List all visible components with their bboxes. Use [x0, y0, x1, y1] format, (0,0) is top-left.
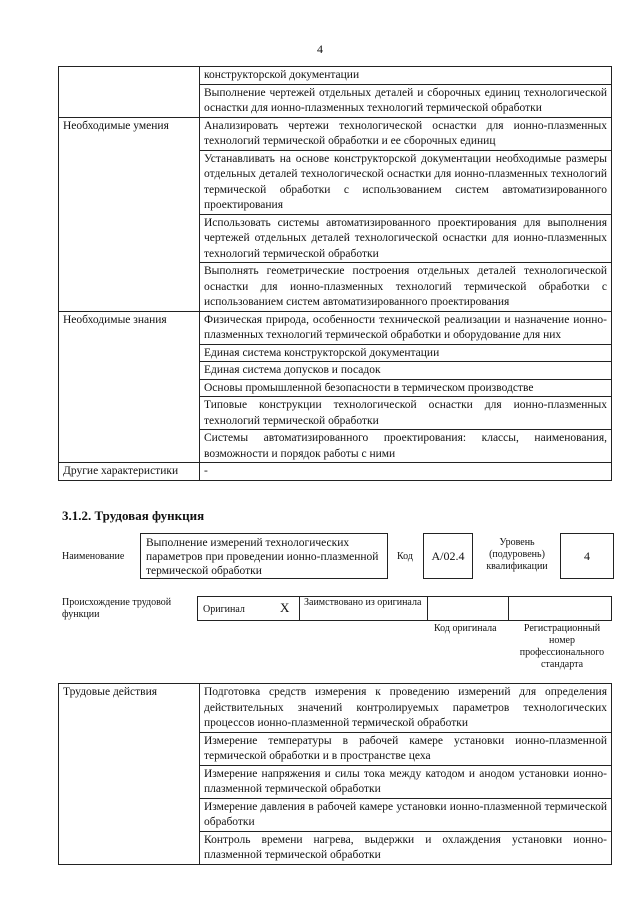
- level-label: Уровень (подуровень) квалификации: [486, 537, 548, 572]
- name-value-box: [140, 533, 388, 579]
- original-label: Оригинал: [203, 604, 245, 615]
- table-cell: Выполнять геометрические построения отдельных деталей технологической оснастки для ионно-плазменных технологий термической обработки с использованием систем автоматизированного проектирования: [200, 263, 612, 312]
- table-cell: Единая система допусков и посадок: [200, 362, 612, 380]
- level-box: [560, 533, 614, 579]
- origin-divider: [427, 596, 428, 621]
- table-cell: конструкторской документации: [200, 67, 612, 85]
- table-cell: Основы промышленной безопасности в термическом производстве: [200, 379, 612, 397]
- original-mark: X: [280, 600, 290, 615]
- page-number: 4: [317, 42, 323, 56]
- table-cell: Физическая природа, особенности технической реализации и назначение ионно-плазменных технологий термической обработки и оборудование для них: [200, 311, 612, 344]
- table-cell: Контроль времени нагрева, выдержки и охлаждения установки ионно-плазменной термической обработки: [200, 831, 612, 864]
- table-cell: Измерение давления в рабочей камере установки ионно-плазменной термической обработки: [200, 798, 612, 831]
- row-label-knowledge: Необходимые знания: [59, 311, 200, 463]
- origin-label: Происхождение трудовой функции: [62, 597, 172, 620]
- table-cell: Устанавливать на основе конструкторской документации необходимые размеры отдельных деталей технологической оснастки для ионно-плазменных технологий термической обработки с использованием систем автоматизированного проектирования: [200, 150, 612, 214]
- reg-number-label: Регистрационный номер профессионального стандарта: [519, 623, 605, 670]
- origin-divider: [299, 596, 300, 621]
- table-cell: Выполнение чертежей отдельных деталей и сборочных единиц технологической оснастки для ионно-плазменных технологий термической обработки: [200, 84, 612, 117]
- skills-knowledge-table: [58, 66, 612, 481]
- origin-divider: [611, 596, 612, 621]
- row-label-other: Другие характеристики: [59, 463, 200, 481]
- function-name: Выполнение измерений технологических параметров при проведении ионно-плазменной термической обработки: [146, 537, 379, 577]
- code-original-label: Код оригинала: [434, 623, 497, 634]
- table-cell: Анализировать чертежи технологической оснастки для ионно-плазменных технологий термической обработки и ее сборочных единиц: [200, 117, 612, 150]
- table-cell: Измерение напряжения и силы тока между катодом и анодом установки ионно-плазменной термической обработки: [200, 765, 612, 798]
- table-cell: Системы автоматизированного проектирования: классы, наименования, возможности и порядок работы с ними: [200, 430, 612, 463]
- table-cell: -: [200, 463, 612, 481]
- table-cell: Типовые конструкции технологической оснастки для ионно-плазменных технологий термической обработки: [200, 397, 612, 430]
- row-label-actions: Трудовые действия: [59, 684, 200, 865]
- origin-divider: [197, 596, 198, 621]
- name-label: Наименование: [62, 551, 125, 562]
- function-code: A/02.4: [431, 549, 465, 563]
- code-box: [423, 533, 473, 579]
- table-cell: Использовать системы автоматизированного проектирования для выполнения чертежей отдельных деталей технологической оснастки для ионно-плазменных технологий термической обработки: [200, 214, 612, 263]
- borrowed-label: Заимствовано из оригинала: [304, 597, 422, 608]
- origin-bottom-line: [197, 620, 612, 621]
- table-cell: Подготовка средств измерения к проведению измерений для определения действительных значений контролируемых параметров технологических процессов ионно-плазменной термической обработки: [200, 684, 612, 733]
- level-value: 4: [584, 549, 590, 563]
- row-label-skills: Необходимые умения: [59, 117, 200, 311]
- origin-divider: [508, 596, 509, 621]
- code-label: Код: [397, 551, 413, 562]
- table-cell: Измерение температуры в рабочей камере установки ионно-плазменной термической обработки и в пространстве цеха: [200, 732, 612, 765]
- labor-actions-table: [58, 683, 612, 865]
- section-title: 3.1.2. Трудовая функция: [62, 508, 205, 523]
- table-cell: Единая система конструкторской документации: [200, 344, 612, 362]
- row-label-continued: [59, 67, 200, 118]
